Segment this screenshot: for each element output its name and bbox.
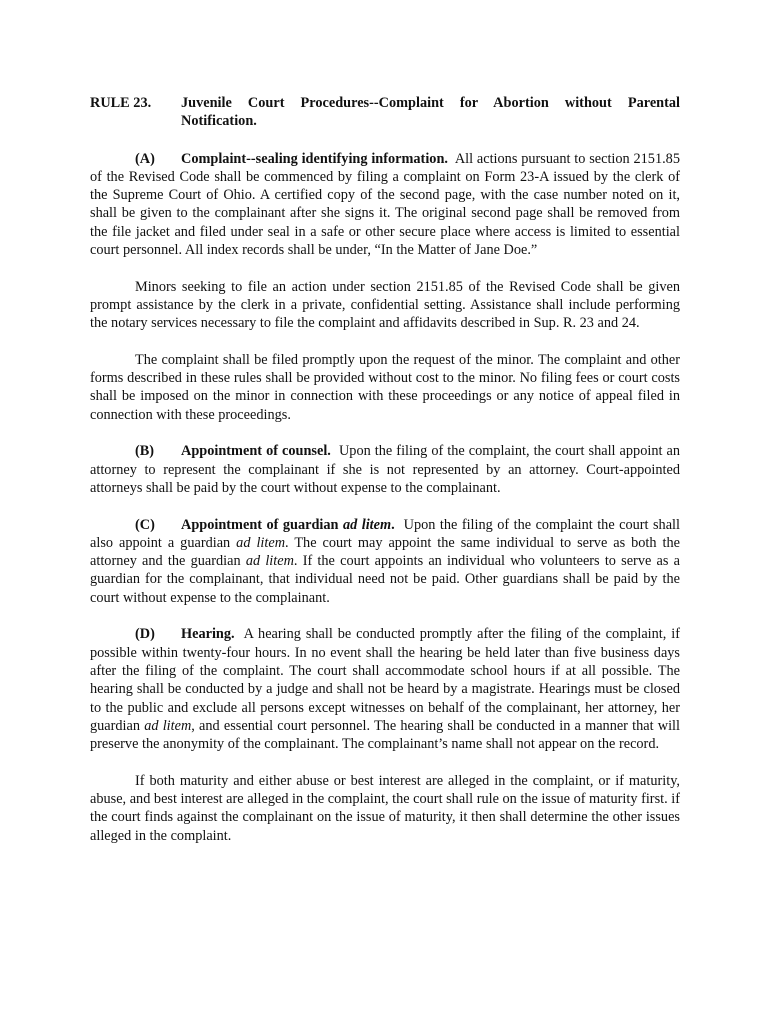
- section-c-emphasis-2: ad litem: [245, 553, 294, 570]
- section-d-emphasis-1: ad litem: [144, 717, 192, 734]
- section-c-letter: (C): [135, 516, 155, 533]
- section-a-body: All actions pursuant to section 2151.85 of the Revised Code shall be commenced by filing a complaint on Form 23-A issued by the clerk of the Supreme Court of Ohio. A certified copy of the second page, with the case number noted on it, shall be given to the complainant after she signs it. The original second page shall be removed from the file jacket and filed under seal in a safe or other secure place where access is limited to essential court personnel. All index records shall be under, “In the Matter of Jane Doe.”: [90, 150, 680, 259]
- section-d-paragraph: [90, 625, 680, 753]
- paragraph-maturity-issues: If both maturity and either abuse or best interest are alleged in the complaint, or if maturity, abuse, and best interest are alleged in the complaint, the court shall rule on the issue of maturity first. if the court finds against the complainant on the issue of maturity, it then shall determine the other issues alleged in the complaint.: [90, 772, 680, 844]
- section-a-paragraph: [90, 150, 680, 260]
- section-b-letter: (B): [135, 443, 155, 460]
- rule-number: RULE 23.: [90, 95, 152, 111]
- section-c-title-text: Appointment of guardian: [181, 516, 343, 533]
- section-c-title-emphasis: ad litem: [342, 516, 392, 533]
- document-page: [90, 94, 680, 863]
- rule-heading: [90, 94, 680, 131]
- section-d-body-2: , and essential court personnel. The hearing shall be conducted in a manner that will preserve the anonymity of the complainant. The complainant’s name shall not appear on the record.: [90, 717, 681, 753]
- section-c-body-1: Upon the filing of the complaint the court shall also appoint a guardian: [90, 516, 680, 551]
- section-b-paragraph: [90, 442, 680, 497]
- section-a-title: Complaint--sealing identifying information.: [181, 150, 448, 167]
- rule-title: Juvenile Court Procedures--Complaint for Abortion without Parental Notification.: [181, 95, 680, 130]
- section-d-letter: (D): [135, 626, 155, 643]
- section-b-title: Appointment of counsel.: [181, 443, 331, 460]
- section-c-body-2: . The court may appoint the same individual to serve as both the attorney and the guardian: [90, 534, 680, 570]
- section-c-paragraph: [90, 516, 680, 607]
- section-c-body-3: . If the court appoints an individual who volunteers to serve as a guardian for the complainant, that individual need not be paid. Other guardians shall be paid by the court without expense to the complainant.: [90, 553, 680, 606]
- section-a-letter: (A): [135, 150, 155, 167]
- section-b-body: Upon the filing of the complaint, the court shall appoint an attorney to represent the complainant if she is not represented by an attorney. Court-appointed attorneys shall be paid by the court without expense to the complainant.: [90, 443, 680, 496]
- paragraph-complaint-filing: The complaint shall be filed promptly upon the request of the minor. The complaint and other forms described in these rules shall be provided without cost to the minor. No filing fees or court costs shall be imposed on the minor in connection with these proceedings or any notice of appeal filed in connection with these proceedings.: [90, 351, 680, 423]
- paragraph-minors-assistance: Minors seeking to file an action under section 2151.85 of the Revised Code shall be given prompt assistance by the clerk in a private, confidential setting. Assistance shall include performing the notary services necessary to file the complaint and affidavits described in Sup. R. 23 and 24.: [90, 278, 680, 332]
- section-c-title: [181, 517, 395, 533]
- section-d-title: Hearing.: [181, 626, 235, 643]
- section-c-title-period: .: [391, 516, 395, 533]
- section-c-emphasis-1: ad litem: [236, 534, 286, 551]
- section-d-body-1: A hearing shall be conducted promptly after the filing of the complaint, if possible within twenty-four hours. In no event shall the hearing be held later than five business days after the filing of the complaint. The court shall accommodate school hours if at all possible. The hearing shall be conducted by a judge and shall not be heard by a magistrate. Hearings must be closed to the public and exclude all persons except witnesses on behalf of the complainant, her attorney, her guardian: [90, 626, 680, 734]
